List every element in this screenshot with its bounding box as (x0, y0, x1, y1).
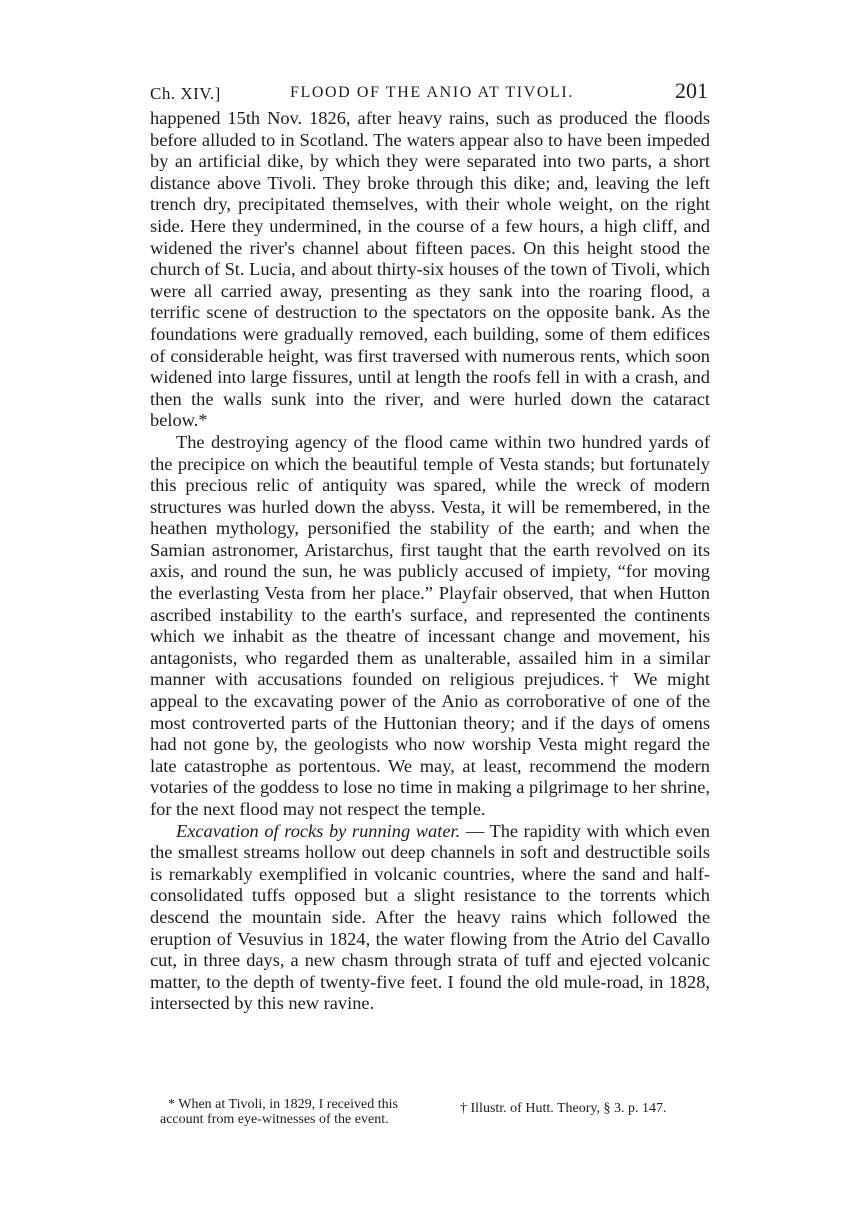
section-heading: Excavation of rocks by running water. (176, 820, 461, 841)
page-number: 201 (675, 78, 708, 103)
footnote-1: * When at Tivoli, in 1829, I received this account from eye-witnesses of the event. (160, 1097, 398, 1127)
paragraph-1: happened 15th Nov. 1826, after heavy rains, such as produced the floods before alluded to in Scotland. The waters appear also to have been impeded by an artificial dike, by which they were separated into two parts, a short distance above Tivoli. They broke through this dike; and, leaving the left trench dry, precipitated themselves, with their whole weight, on the right side. Here they undermined, in the course of a few hours, a high cliff, and widened the river's channel about fifteen paces. On this height stood the church of St. Lucia, and about thirty-six houses of the town of Tivoli, which were all carried away, presenting as they sank into the roaring flood, a terrific scene of destruction to the spectators on the opposite bank. As the foundations were gradually removed, each building, some of them edifices of considerable height, was first traversed with numerous rents, which soon widened into large fissures, until at length the roofs fell in with a crash, and then the walls sunk into the river, and were hurled down the cataract below.* (150, 108, 710, 431)
body-text (150, 108, 710, 1015)
running-header (150, 78, 710, 108)
section-text: — The rapidity with which even the smallest streams hollow out deep channels in soft and destructible soils is remarkably exemplified in volcanic countries, where the sand and half-consolidated tuffs opposed but a slight resistance to the torrents which descend the mountain side. After the heavy rains which followed the eruption of Vesuvius in 1824, the water flowing from the Atrio del Cavallo cut, in three days, a new chasm through strata of tuff and ejected volcanic matter, to the depth of twenty-five feet. I found the old mule-road, in 1828, intersected by this new ravine. (150, 820, 711, 1014)
paragraph-3 (150, 821, 710, 1015)
chapter-label: Ch. XIV.] (150, 84, 221, 103)
running-title: FLOOD OF THE ANIO AT TIVOLI. (290, 84, 574, 101)
paragraph-2: The destroying agency of the flood came within two hundred yards of the precipice on which the beautiful temple of Vesta stands; but fortunately this precious relic of antiquity was spared, while the wreck of modern structures was hurled down the abyss. Vesta, it will be remembered, in the heathen mythology, personified the stability of the earth; and when the Samian astronomer, Aristarchus, first taught that the earth revolved on its axis, and round the sun, he was publicly accused of impiety, “for moving the everlasting Vesta from her place.” Playfair observed, that when Hutton ascribed instability to the earth's surface, and represented the continents which we inhabit as the theatre of incessant change and movement, his antagonists, who regarded them as unalterable, assailed him in a similar manner with accusations founded on religious prejudices.† We might appeal to the excavating power of the Anio as corroborative of one of the most controverted parts of the Huttonian theory; and if the days of omens had not gone by, the geologists who now worship Vesta might regard the late catastrophe as portentous. We may, at least, recommend the modern votaries of the goddess to lose no time in making a pilgrimage to her shrine, for the next flood may not respect the temple. (150, 431, 710, 819)
footnote-2: † Illustr. of Hutt. Theory, § 3. p. 147. (460, 1101, 667, 1116)
